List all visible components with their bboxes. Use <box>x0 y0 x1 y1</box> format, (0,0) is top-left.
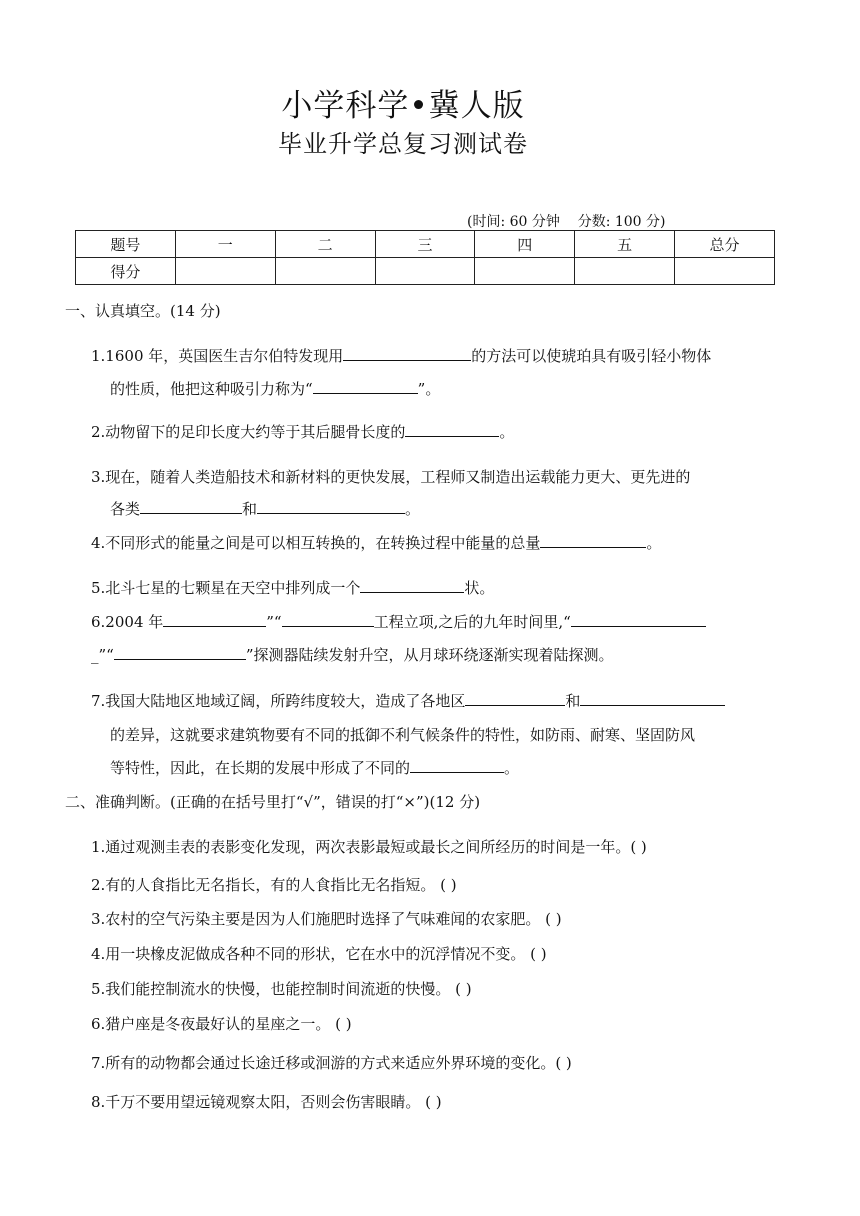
score-entry-cell[interactable] <box>175 258 275 285</box>
question-text: 2.动物留下的足印长度大约等于其后腿骨长度的 <box>91 423 406 441</box>
score-entry-cell[interactable] <box>675 258 775 285</box>
judgement-item: 2.有的人食指比无名指长，有的人食指比无名指短。 ( ) <box>91 876 457 894</box>
score-entry-cell[interactable] <box>275 258 375 285</box>
question-text: 7.我国大陆地区地域辽阔，所跨纬度较大，造成了各地区 <box>91 692 466 710</box>
answer-blank[interactable] <box>140 498 242 514</box>
question-2 <box>91 421 514 442</box>
answer-blank[interactable] <box>343 345 471 361</box>
question-text: _”“ <box>91 646 114 664</box>
score-table <box>75 230 775 285</box>
question-text: 和 <box>242 500 258 518</box>
answer-blank[interactable] <box>540 532 646 548</box>
score-entry-cell[interactable] <box>575 258 675 285</box>
judgement-item: 1.通过观测圭表的表影变化发现，两次表影最短或最长之间所经历的时间是一年。( ) <box>91 838 647 856</box>
question-7-line2 <box>110 724 695 745</box>
question-text: 各类 <box>110 500 141 518</box>
question-6-line1 <box>91 611 706 632</box>
question-text: ”“ <box>266 613 282 631</box>
score-table-header-row <box>76 231 775 258</box>
question-1-line2 <box>110 378 440 399</box>
answer-blank[interactable] <box>405 421 499 437</box>
question-text: ”探测器陆续发射升空，从月球环绕逐渐实现着陆探测。 <box>245 646 614 664</box>
question-text: 。 <box>499 423 515 441</box>
question-text: 5.北斗七星的七颗星在天空中排列成一个 <box>91 579 361 597</box>
question-text: 。 <box>405 500 421 518</box>
question-text: 的差异，这就要求建筑物要有不同的抵御不利气候条件的特性，如防雨、耐寒、坚固防风 <box>110 726 696 744</box>
question-text: ”。 <box>417 380 441 398</box>
answer-blank[interactable] <box>114 644 246 660</box>
judgement-item: 7.所有的动物都会通过长途迁移或洄游的方式来适应外界环境的变化。( ) <box>91 1054 572 1072</box>
question-text: 1.1600 年，英国医生吉尔伯特发现用 <box>91 347 344 365</box>
question-text: 。 <box>646 534 662 552</box>
document-subtitle: 毕业升学总复习测试卷 <box>278 130 528 158</box>
score-table-cell: 一 <box>175 231 275 258</box>
score-table-cell: 题号 <box>76 231 176 258</box>
score-entry-cell[interactable] <box>375 258 475 285</box>
question-7-line3 <box>110 757 519 778</box>
score-table-cell: 五 <box>575 231 675 258</box>
question-3-line1 <box>91 466 690 487</box>
question-1-line1 <box>91 345 711 366</box>
answer-blank[interactable] <box>282 611 374 627</box>
question-3-line2 <box>110 498 420 519</box>
judgement-item: 5.我们能控制流水的快慢，也能控制时间流逝的快慢。 ( ) <box>91 980 472 998</box>
answer-blank[interactable] <box>360 577 464 593</box>
question-text: 的方法可以使琥珀具有吸引轻小物体 <box>471 347 712 365</box>
answer-blank[interactable] <box>257 498 405 514</box>
question-text: 6.2004 年 <box>91 613 164 631</box>
question-text: 3.现在，随着人类造船技术和新材料的更快发展，工程师又制造出运载能力更大、更先进的 <box>91 468 691 486</box>
score-table-cell: 总分 <box>675 231 775 258</box>
answer-blank[interactable] <box>313 378 418 394</box>
question-5 <box>91 577 494 598</box>
question-text: 工程立项,之后的九年时间里,“ <box>373 613 571 631</box>
judgement-item: 8.千万不要用望远镜观察太阳，否则会伤害眼睛。 ( ) <box>91 1093 442 1111</box>
answer-blank[interactable] <box>571 611 706 627</box>
judgement-item: 4.用一块橡皮泥做成各种不同的形状，它在水中的沉浮情况不变。 ( ) <box>91 945 547 963</box>
score-table-cell: 四 <box>475 231 575 258</box>
time-and-score-info: (时间: 60 分钟 分数: 100 分) <box>467 214 666 230</box>
answer-blank[interactable] <box>580 690 725 706</box>
question-7-line1 <box>91 690 725 711</box>
score-table-cell: 三 <box>375 231 475 258</box>
answer-blank[interactable] <box>163 611 266 627</box>
judgement-item: 6.猎户座是冬夜最好认的星座之一。 ( ) <box>91 1015 352 1033</box>
score-table-cell: 得分 <box>76 258 176 285</box>
score-table-score-row <box>76 258 775 285</box>
question-text: 和 <box>565 692 581 710</box>
section2-heading: 二、准确判断。(正确的在括号里打“√”，错误的打“×”)(12 分) <box>65 793 481 811</box>
judgement-item: 3.农村的空气污染主要是因为人们施肥时选择了气味难闻的农家肥。 ( ) <box>91 910 562 928</box>
question-text: 的性质，他把这种吸引力称为“ <box>110 380 313 398</box>
question-text: 状。 <box>464 579 495 597</box>
score-table-cell: 二 <box>275 231 375 258</box>
section1-heading: 一、认真填空。(14 分) <box>65 302 221 320</box>
question-6-line2 <box>91 644 614 665</box>
score-entry-cell[interactable] <box>475 258 575 285</box>
answer-blank[interactable] <box>465 690 565 706</box>
answer-blank[interactable] <box>410 757 504 773</box>
question-4 <box>91 532 661 553</box>
question-text: 4.不同形式的能量之间是可以相互转换的，在转换过程中能量的总量 <box>91 534 541 552</box>
question-text: 。 <box>504 759 520 777</box>
document-title: 小学科学•冀人版 <box>281 88 525 124</box>
question-text: 等特性，因此，在长期的发展中形成了不同的 <box>110 759 411 777</box>
